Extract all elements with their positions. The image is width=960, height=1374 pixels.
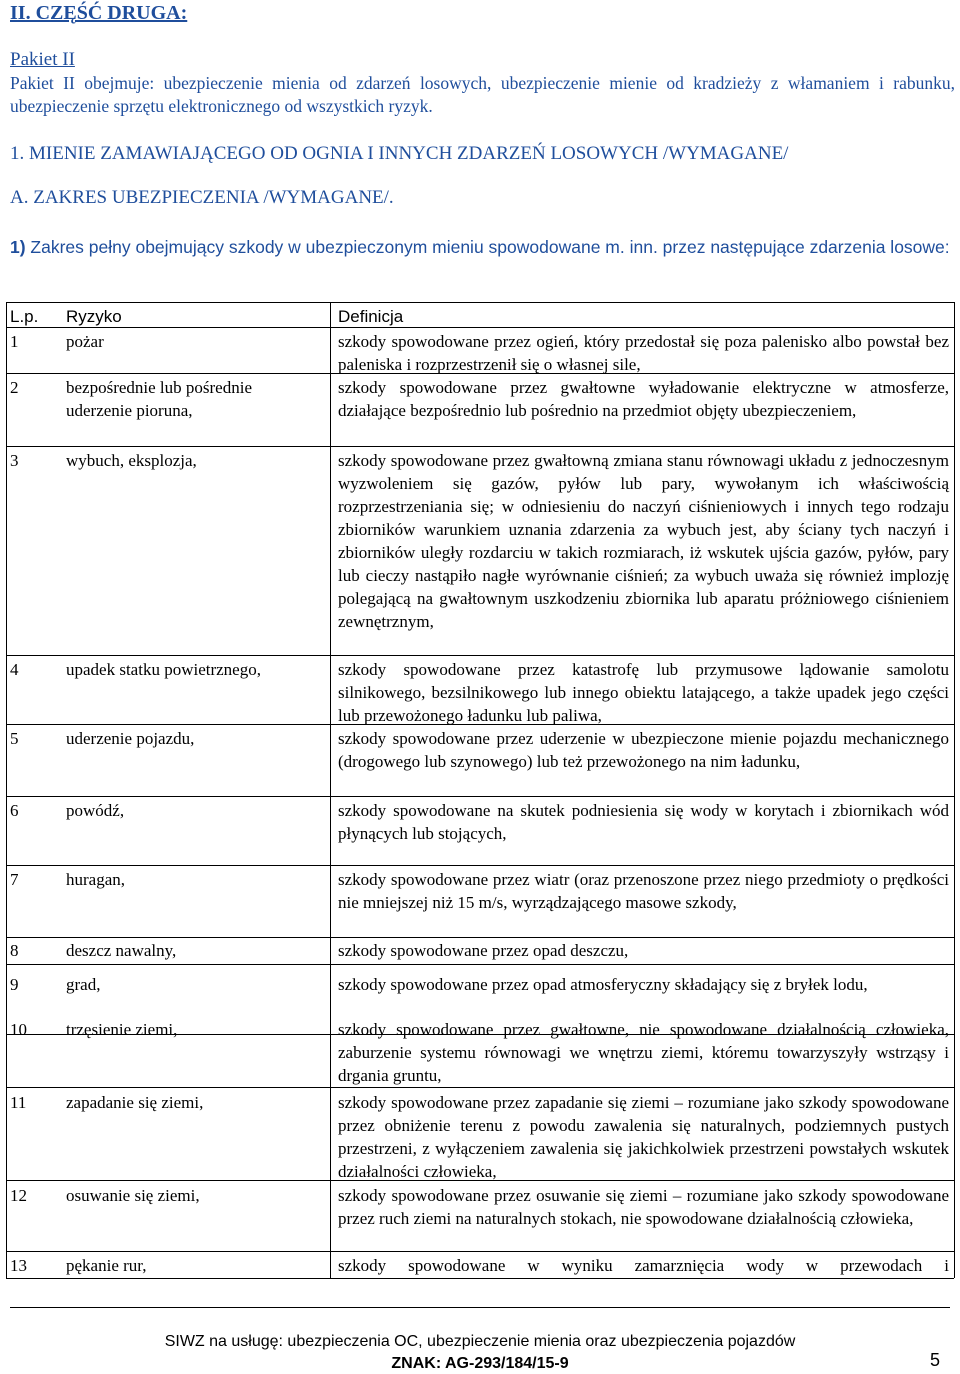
- row-13-definition: szkody spowodowane w wyniku zamarznięcia wody w przewodach i: [338, 1256, 949, 1275]
- row-12-definition: szkody spowodowane przez osuwanie się ziemi – rozumiane jako szkody spowodowane przez ruch ziemi na naturalnych stokach, nie spowodowane działalnością człowieka,: [338, 1186, 949, 1228]
- row-11-risk: zapadanie się ziemi,: [66, 1093, 204, 1112]
- page-number: 5: [930, 1350, 941, 1370]
- row-9-risk: grad,: [66, 975, 101, 994]
- row-6-definition: szkody spowodowane na skutek podniesienia się wody w korytach i zbiornikach wód płynących lub stojących,: [338, 801, 949, 843]
- row-3-risk: wybuch, eksplozja,: [66, 451, 197, 470]
- row-8-risk: deszcz nawalny,: [66, 941, 177, 960]
- row-2-risk: bezpośrednie lub pośrednie uderzenie pioruna,: [66, 378, 252, 420]
- row-4-lp: 4: [10, 660, 19, 679]
- row-1-risk: pożar: [66, 332, 104, 351]
- row-12-lp: 12: [10, 1186, 27, 1205]
- row-10-definition: szkody spowodowane przez gwałtowne, nie spowodowane działalnością człowieka, zaburzenie systemu równowagi we wnętrzu ziemi, któremu towarzyszyły wstrząsy i drgania gruntu,: [338, 1020, 949, 1085]
- row-2-lp: 2: [10, 378, 19, 397]
- footer-line-2: ZNAK: AG-293/184/15-9: [391, 1355, 569, 1372]
- row-7-lp: 7: [10, 870, 19, 889]
- section-heading-a: A. ZAKRES UBEZPIECZENIA /WYMAGANE/.: [10, 187, 394, 208]
- subsection-1-text: Zakres pełny obejmujący szkody w ubezpieczonym mieniu spowodowane m. inn. przez następujące zdarzenia losowe:: [25, 237, 950, 257]
- row-4-definition: szkody spowodowane przez katastrofę lub przymusowe lądowanie samolotu silnikowego, bezsilnikowego lub innego obiektu latającego, a także upadek jego części lub przewożonego ładunku lub paliwa,: [338, 660, 949, 725]
- header-risk: Ryzyko: [66, 307, 122, 326]
- row-6-risk: powódź,: [66, 801, 125, 820]
- row-11-lp: 11: [10, 1093, 27, 1112]
- row-5-risk: uderzenie pojazdu,: [66, 729, 195, 748]
- row-7-risk: huragan,: [66, 870, 126, 889]
- row-10-risk: trzęsienie ziemi,: [66, 1020, 178, 1039]
- row-13-risk: pękanie rur,: [66, 1256, 147, 1275]
- subsection-1: [10, 236, 950, 259]
- subsection-1-number: 1): [10, 237, 26, 257]
- row-12-risk: osuwanie się ziemi,: [66, 1186, 200, 1205]
- row-9-lp: 9: [10, 975, 19, 994]
- package-title: Pakiet II: [10, 49, 75, 70]
- row-1-lp: 1: [10, 332, 19, 351]
- row-13-lp: 13: [10, 1256, 27, 1275]
- row-1-definition: szkody spowodowane przez ogień, który przedostał się poza palenisko albo powstał bez paleniska i rozprzestrzenił się o własnej sile,: [338, 332, 949, 374]
- part-title: II. CZĘŚĆ DRUGA:: [10, 2, 188, 24]
- row-4-risk: upadek statku powietrznego,: [66, 660, 261, 679]
- row-5-lp: 5: [10, 729, 19, 748]
- header-definition: Definicja: [338, 307, 404, 326]
- row-3-lp: 3: [10, 451, 19, 470]
- header-lp: L.p.: [10, 307, 39, 326]
- row-8-lp: 8: [10, 941, 19, 960]
- risk-table: [0, 302, 960, 1279]
- row-5-definition: szkody spowodowane przez uderzenie w ubezpieczone mienie pojazdu mechanicznego (drogowego lub szynowego) lub też przewożonego na nim ładunku,: [338, 729, 949, 771]
- row-2-definition: szkody spowodowane przez gwałtowne wyładowanie elektryczne w atmosferze, działające bezpośrednio lub pośrednio na przedmiot objęty ubezpieczeniem,: [338, 378, 949, 420]
- row-9-definition: szkody spowodowane przez opad atmosferyczny składający się z bryłek lodu,: [338, 975, 868, 994]
- row-8-definition: szkody spowodowane przez opad deszczu,: [338, 941, 629, 960]
- row-7-definition: szkody spowodowane przez wiatr (oraz przenoszone przez niego przedmioty o prędkości nie mniejszej niż 15 m/s, wyrządzającego masowe szkody,: [338, 870, 949, 912]
- footer-divider: [10, 1307, 950, 1308]
- footer-line-1: SIWZ na usługę: ubezpieczenia OC, ubezpieczenie mienia oraz ubezpieczenia pojazdów: [164, 1333, 796, 1350]
- section-heading-1: 1. MIENIE ZAMAWIAJĄCEGO OD OGNIA I INNYCH ZDARZEŃ LOSOWYCH /WYMAGANE/: [10, 143, 789, 164]
- row-11-definition: szkody spowodowane przez zapadanie się ziemi – rozumiane jako szkody spowodowane przez obniżenie terenu z powodu zawalenia się naturalnych, podziemnych pustych przestrzeni, z wyłączeniem zawalenia się jakichkolwiek przestrzeni powstałych wskutek działalności człowieka,: [338, 1093, 949, 1181]
- row-10-lp: 10: [10, 1020, 27, 1039]
- package-intro: Pakiet II obejmuje: ubezpieczenie mienia od zdarzeń losowych, ubezpieczenie mienie od kradzieży z włamaniem i rabunku, ubezpieczenie sprzętu elektronicznego od wszystkich ryzyk.: [10, 73, 955, 116]
- row-6-lp: 6: [10, 801, 19, 820]
- row-3-definition: szkody spowodowane przez gwałtowną zmiana stanu równowagi układu z jednoczesnym wyzwoleniem się gazów, pyłów lub pary, wywołanym ich właściwością rozprzestrzeniania się; w odniesieniu do naczyń ciśnieniowych i innych tego rodzaju zbiorników warunkiem uznania zdarzenia za wybuch jest, aby ściany tych naczyń i zbiorników uległy rozdarciu w takich rozmiarach, iż wskutek ujścia gazów, pyłów, pary lub cieczy nastąpiło nagłe wyrównanie ciśnień; za wybuch uważa się również implozję polegającą na gwałtownym uszkodzeniu zbiornika lub aparatu próżniowego ciśnieniem zewnętrznym,: [338, 451, 949, 631]
